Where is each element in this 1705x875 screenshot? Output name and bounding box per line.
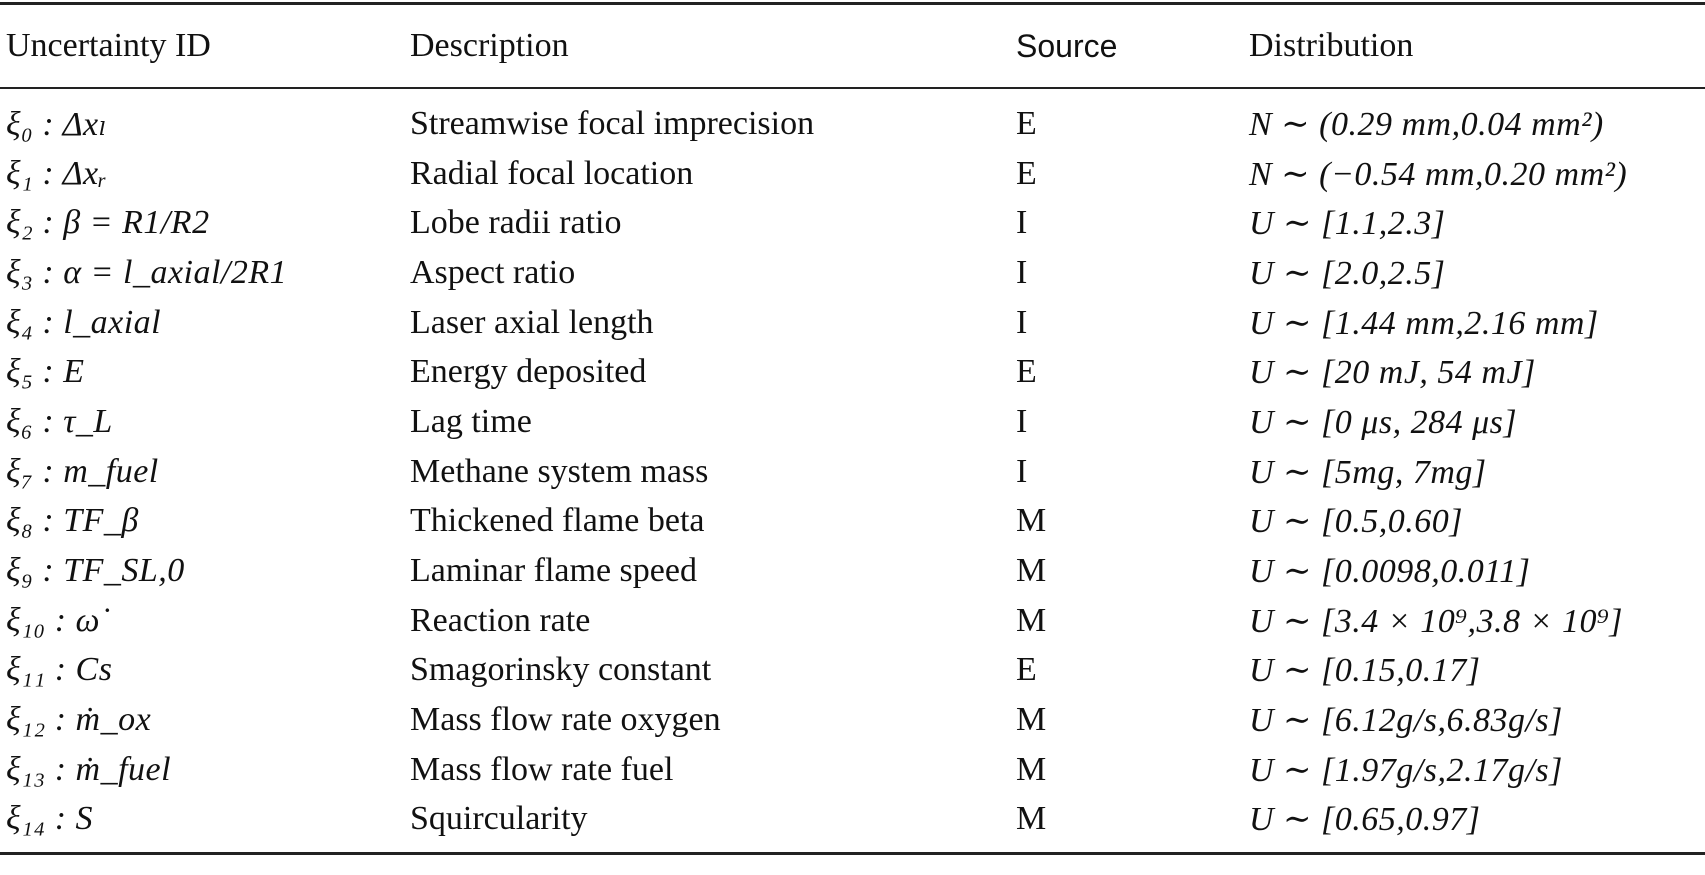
table-body	[0, 88, 1705, 854]
source-cell: M	[1016, 750, 1047, 788]
description-cell: Squircularity	[404, 795, 1010, 854]
distribution-cell: N ∼ (0.29 mm,0.04 mm²)	[1249, 105, 1604, 143]
uncertainty-id-cell: ξ₀ : Δxₗ	[6, 105, 108, 143]
distribution-cell: U ∼ [0 μs, 284 μs]	[1249, 403, 1518, 441]
uncertainty-id-cell: ξ₁₂ : ṁ_ox	[6, 701, 152, 739]
distribution-cell: U ∼ [1.97g/s,2.17g/s]	[1249, 751, 1563, 789]
table-row	[0, 695, 1705, 745]
distribution-cell: U ∼ [5mg, 7mg]	[1249, 453, 1487, 491]
description-cell: Mass flow rate fuel	[410, 750, 674, 788]
table-row	[0, 745, 1705, 795]
table-row	[0, 88, 1705, 149]
table-header	[0, 4, 1705, 89]
uncertainty-id-cell: ξ₅ : E	[6, 353, 85, 391]
uncertainty-id-cell: ξ₁₀ : ω̇	[6, 601, 101, 639]
table-row	[0, 248, 1705, 298]
description-cell: Smagorinsky constant	[410, 651, 712, 689]
description-cell: Mass flow rate oxygen	[410, 701, 721, 739]
table-row	[0, 596, 1705, 646]
header-distribution: Distribution	[1243, 4, 1705, 89]
table-row	[0, 397, 1705, 447]
distribution-cell: U ∼ [1.44 mm,2.16 mm]	[1249, 304, 1599, 342]
source-cell: E	[1016, 104, 1037, 142]
distribution-cell: U ∼ [0.0098,0.011]	[1249, 553, 1531, 591]
header-row	[0, 4, 1705, 89]
uncertainty-id-cell: ξ₁₁ : Cs	[6, 651, 113, 689]
description-cell: Aspect ratio	[410, 253, 576, 291]
table-row	[0, 198, 1705, 248]
distribution-cell: U ∼ [2.0,2.5]	[1249, 254, 1446, 292]
source-cell: M	[1016, 552, 1047, 590]
table-row	[0, 795, 1705, 854]
uncertainty-id-cell: ξ₉ : TF_SL,0	[6, 552, 185, 590]
uncertainty-id-cell: ξ₄ : l_axial	[6, 303, 162, 341]
source-cell: I	[1016, 204, 1028, 242]
table-row	[0, 149, 1705, 199]
source-cell: M	[1010, 795, 1243, 854]
description-cell: Energy deposited	[410, 353, 647, 391]
description-cell: Laser axial length	[410, 303, 654, 341]
source-cell: E	[1016, 154, 1037, 192]
header-uncertainty-id: Uncertainty ID	[0, 4, 404, 89]
uncertainty-id-cell: ξ₈ : TF_β	[6, 502, 139, 540]
uncertainty-id-cell: ξ₁₃ : ṁ_fuel	[6, 750, 172, 788]
source-cell: M	[1016, 502, 1047, 540]
distribution-cell: U ∼ [3.4 × 10⁹,3.8 × 10⁹]	[1249, 602, 1624, 640]
source-cell: I	[1016, 402, 1028, 440]
table-row	[0, 347, 1705, 397]
description-cell: Radial focal location	[410, 154, 694, 192]
description-cell: Laminar flame speed	[410, 552, 697, 590]
distribution-cell: U ∼ [0.15,0.17]	[1249, 652, 1481, 690]
table-row	[0, 298, 1705, 348]
source-cell: I	[1016, 303, 1028, 341]
distribution-cell: U ∼ [0.5,0.60]	[1249, 503, 1464, 541]
uncertainty-id-cell: ξ₁₄ : S	[0, 795, 404, 854]
table-row	[0, 447, 1705, 497]
source-cell: M	[1016, 701, 1047, 739]
table-row	[0, 546, 1705, 596]
source-cell: E	[1016, 353, 1037, 391]
source-cell: I	[1016, 452, 1028, 490]
uncertainty-table	[0, 2, 1705, 855]
uncertainty-id-cell: ξ₃ : α = l_axial/2R1	[6, 253, 288, 291]
description-cell: Methane system mass	[410, 452, 709, 490]
description-cell: Streamwise focal imprecision	[410, 104, 815, 142]
description-cell: Lag time	[410, 402, 532, 440]
description-cell: Thickened flame beta	[410, 502, 705, 540]
uncertainty-id-cell: ξ₁ : Δxᵣ	[6, 154, 108, 192]
table-row	[0, 646, 1705, 696]
distribution-cell: N ∼ (−0.54 mm,0.20 mm²)	[1249, 155, 1628, 193]
uncertainty-id-cell: ξ₇ : m_fuel	[6, 452, 159, 490]
description-cell: Lobe radii ratio	[410, 204, 622, 242]
distribution-cell: U ∼ [0.65,0.97]	[1243, 795, 1705, 854]
source-cell: E	[1016, 651, 1037, 689]
distribution-cell: U ∼ [6.12g/s,6.83g/s]	[1249, 702, 1563, 740]
table-row	[0, 497, 1705, 547]
source-cell: M	[1016, 601, 1047, 639]
uncertainty-id-cell: ξ₆ : τ_L	[6, 402, 113, 440]
source-cell: I	[1016, 253, 1028, 291]
distribution-cell: U ∼ [1.1,2.3]	[1249, 205, 1446, 243]
header-description: Description	[404, 4, 1010, 89]
distribution-cell: U ∼ [20 mJ, 54 mJ]	[1249, 354, 1536, 392]
uncertainty-id-cell: ξ₂ : β = R1/R2	[6, 204, 210, 242]
header-source: Source	[1010, 4, 1243, 89]
description-cell: Reaction rate	[410, 601, 591, 639]
